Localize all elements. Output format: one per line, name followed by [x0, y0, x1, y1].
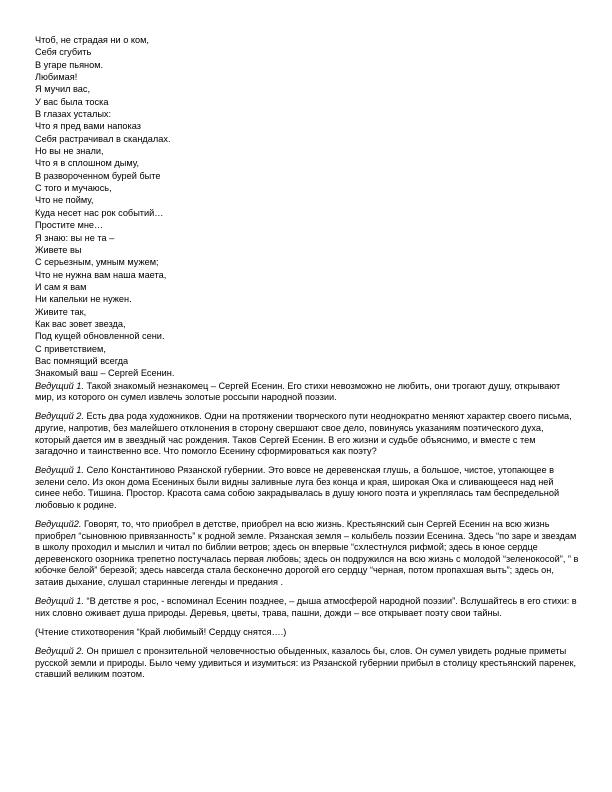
- poem-line: С серьезным, умным мужем;: [35, 257, 159, 268]
- poem-line: Что не нужна вам наша маета,: [35, 269, 167, 280]
- paragraph: [35, 646, 580, 681]
- paragraph: [35, 465, 580, 511]
- poem-line: В развороченном бурей быте: [35, 170, 161, 181]
- poem-line: В угаре пьяном.: [35, 59, 104, 70]
- poem-line: Как вас зовет звезда,: [35, 318, 126, 329]
- paragraph-text: Говорят, то, что приобрел в детстве, приобрел на всю жизнь. Крестьянский сын Сергей Есенин на всю жизнь приобрел “сыновнюю привязанность” к родной земле. Рязанская земля – колыбель поэзии Есенина. Здесь “по заре и звездам в школу проходил и мыслил и читал по библии ветров; здесь он впервые “схлестнулся рифмой; здесь в юное сердце деревенского озорника трепетно постучалась первая любовь; здесь он подружился на всю жизнь с молодой “зеленокосой”, ” в юбочке белой” березой; здесь навсегда стала бесконечно дорогой его сердцу “черная, потом пропахшая выть”; здесь он, затаив дыхание, слушал старинные легенды и предания .: [35, 519, 579, 588]
- document-page: [35, 34, 580, 681]
- paragraph-text: Село Константиново Рязанской губернии. Это вовсе не деревенская глушь, а большое, чистое, утопающее в зелени село. Из окон дома Есениных были видны заливные луга без конца и края, широкая Ока и сливающееся над ней синее небо. Тишина. Простор. Красота сама собою закрадывалась в душу юного поэта и укреплялась там беспредельной любовью к родине.: [35, 465, 560, 510]
- poem-line: Под кущей обновленной сени.: [35, 331, 165, 342]
- poem-line: Вас помнящий всегда: [35, 355, 129, 366]
- poem-line: Но вы не знали,: [35, 146, 104, 157]
- paragraph-text: “В детстве я рос, - вспоминал Есенин позднее, – дыша атмосферой народной поэзии”. Вслушайтесь в его стихи: в них словно оживает душа природы. Деревья, цветы, трава, пашни, дожди – все открывает поэту свои тайны.: [35, 596, 577, 618]
- poem-line: Живете вы: [35, 244, 82, 255]
- poem-line: Что не пойму,: [35, 195, 94, 206]
- poem-line: Ни капельки не нужен.: [35, 294, 132, 305]
- speaker-label: Ведущий 2.: [35, 411, 84, 422]
- poem-line: Куда несет нас рок событий…: [35, 207, 164, 218]
- paragraph: [35, 519, 580, 589]
- stage-direction: [35, 627, 580, 639]
- poem-line: Чтоб, не страдая ни о ком,: [35, 35, 149, 45]
- poem-line: С того и мучаюсь,: [35, 183, 112, 194]
- speaker-label: Ведущий 2.: [35, 645, 84, 656]
- paragraph: [35, 411, 580, 457]
- paragraph-text: Есть два рода художников. Одни на протяжении творческого пути неоднократно меняют характер своего письма, другие, напротив, без малейшего отклонения в сторону свершают свое дело, повинуясь указаниям поэтического духа, который дается им в звездный час рождения. Таков Сергей Есенин. В его жизни и судьбе объяснимо, и вместе с тем загадочно и таинственно все. Что помогло Есенину сформироваться как поэту?: [35, 411, 572, 457]
- poem-line: Я знаю: вы не та –: [35, 232, 115, 243]
- paragraph: [35, 381, 580, 404]
- poem-line: Себя растрачивал в скандалах.: [35, 133, 171, 144]
- poem-line: С приветствием,: [35, 343, 106, 354]
- poem-line: Простите мне…: [35, 220, 104, 231]
- poem-line: У вас была тоска: [35, 96, 109, 107]
- poem-line: Себя сгубить: [35, 47, 92, 58]
- speaker-label: Ведущий2.: [35, 519, 82, 530]
- speaker-label: Ведущий 1.: [35, 380, 84, 391]
- poem-line: И сам я вам: [35, 281, 87, 292]
- speaker-label: Ведущий 1.: [35, 596, 84, 607]
- speaker-label: Ведущий 1.: [35, 465, 84, 476]
- poem-line: Что я пред вами напоказ: [35, 121, 141, 132]
- poem-line: Что я в сплошном дыму,: [35, 158, 140, 169]
- poem-line: Живите так,: [35, 306, 87, 317]
- poem: [35, 34, 580, 380]
- paragraph-text: (Чтение стихотворения “Край любимый! Сердцу снятся….): [35, 626, 287, 637]
- poem-line: В глазах усталых:: [35, 109, 112, 120]
- poem-line: Я мучил вас,: [35, 84, 91, 95]
- paragraph-text: Такой знакомый незнакомец – Сергей Есенин. Его стихи невозможно не любить, они трогают душу, открывают мир, из которого он сумел извлечь золотые россыпи народной поэзии.: [35, 380, 561, 403]
- paragraph-text: Он пришел с пронзительной человечностью обыденных, казалось бы, слов. Он сумел увидеть родные приметы русской земли и природы. Было чему удивиться и изумиться: из Рязанской губернии прибыл в столицу крестьянский паренек, ставший великим поэтом.: [35, 645, 577, 680]
- poem-line: Любимая!: [35, 72, 78, 83]
- paragraph: [35, 596, 580, 619]
- poem-line: Знакомый ваш – Сергей Есенин.: [35, 368, 175, 379]
